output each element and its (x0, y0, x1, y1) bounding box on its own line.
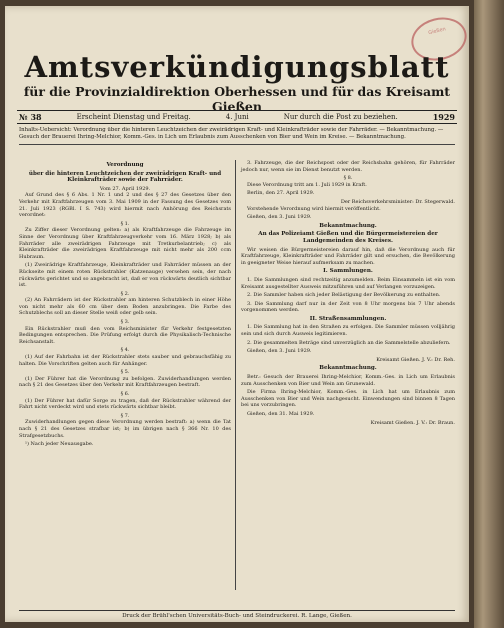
paragraph: Vorstehende Verordnung wird hiermit veröffentlicht. (247, 205, 381, 212)
issue-year: 1929 (432, 112, 455, 122)
paragraph: Ein Rückstrahler muß den vom Reichsminister für Verkehr festgesetzten Bedingungen entsprechen. Die Prüfung erfolgt durch die Physikalisch-Technische Reichsanstalt. (19, 325, 231, 345)
issue-line (17, 110, 457, 124)
paragraph-number: § 8. (343, 175, 353, 182)
paragraph: Berlin, den 27. April 1929. (247, 190, 315, 197)
masthead-subtitle: für die Provinzialdirektion Oberhessen und für das Kreisamt Gießen (23, 84, 451, 114)
signature: Kreisamt Gießen. J. V.: Dr. Reh. (376, 356, 455, 363)
section-heading: Verordnung (106, 162, 144, 168)
section-subheading: II. Straßensammlungen. (309, 315, 387, 322)
paragraph-number: § 3. (120, 319, 130, 326)
book-spine-edge (474, 0, 504, 628)
paragraph-number: § 5. (120, 369, 130, 376)
paragraph: 2. Die gesammelten Beträge sind unverzüglich an die Sammelstelle abzuliefern. (247, 339, 451, 346)
paragraph: 1. Die Sammlungen sind rechtzeitig anzumelden. Beim Einsammeln ist ein vom Kreisamt ausgestellter Ausweis mitzuführen und auf Verlangen vorzuzeigen. (241, 276, 455, 290)
footnote: ¹) Nach jeder Neuausgabe. (25, 441, 94, 448)
paragraph: 3. Fahrzeuge, die der Reichspost oder der Reichsbahn gehören, für Fahrräder jedoch nur, wenn sie im Dienst benutzt werden. (241, 160, 455, 173)
issue-date: 4. Juni (225, 113, 249, 121)
paragraph-number: § 7. (120, 412, 130, 419)
signature: Kreisamt Gießen. J. V.: Dr. Braun. (370, 419, 455, 426)
paragraph: 2. Die Sammler haben sich jeder Belästigung der Bevölkerung zu enthalten. (247, 292, 441, 299)
issue-distribution: Nur durch die Post zu beziehen. (283, 113, 398, 121)
paragraph-number: § 2. (120, 290, 130, 297)
section-heading: Bekanntmachung. (319, 365, 377, 372)
paragraph: Diese Verordnung tritt am 1. Juli 1929 in Kraft. (247, 181, 367, 188)
paragraph: (1) Zweirädrige Kraftfahrzeuge, Kleinkrafträder und Fahrräder müssen an der Rückseite mit einem roten Rückstrahler (Katzenauge) versehen sein, der nach rückwärts gerichtet und so angebracht ist, daß er von rückwärts deutlich sichtbar ist. (19, 262, 231, 289)
paragraph: Wir weisen die Bürgermeistereien darauf hin, daß die Verordnung auch für Kraftfahrzeuge, Kleinkrafträder und Fahrräder gilt und ersuchen, die Bevölkerung in geeigneter Weise hierauf aufmerksam zu machen. (241, 246, 455, 266)
paragraph-number: § 6. (120, 391, 130, 397)
paragraph: (1) Der Führer hat dafür Sorge zu tragen, daß der Rückstrahler während der Fahrt nicht verdeckt wird und stets rückwärts sichtbar bleibt. (19, 397, 231, 411)
paragraph: Gießen, den 3. Juni 1929. (247, 214, 312, 221)
paragraph-number: § 1. (120, 220, 130, 227)
masthead-title: Amtsverkündigungsblatt (24, 50, 450, 84)
paragraph: (1) Auf der Fahrbahn ist der Rückstrahler stets sauber und gebrauchsfähig zu halten. Die Vorschriften gelten auch für Anhänger. (19, 354, 231, 367)
paragraph: 3. Die Sammlung darf nur in der Zeit von 8 Uhr morgens bis 7 Uhr abends vorgenommen werden. (241, 300, 455, 314)
paragraph-number: § 4. (120, 347, 130, 354)
signature: Der Reichsverkehrsminister: Dr. Stegerwald. (340, 198, 455, 205)
paragraph: Gießen, den 3. Juni 1929. (247, 348, 312, 355)
paragraph: (2) An Fahrrädern ist der Rückstrahler am hinteren Schutzblech in einer Höhe von nicht mehr als 60 cm über dem Boden anzubringen. Die Farbe des Schutzblechs soll an dieser Stelle weiß oder gelb sein. (19, 297, 231, 317)
paragraph: (1) Der Führer hat die Verordnung zu befolgen. Zuwiderhandlungen werden nach § 21 des Gesetzes über den Verkehr mit Kraftfahrzeugen bestraft. (19, 375, 231, 389)
left-column (19, 160, 231, 450)
paragraph: Die Firma Ihring-Melchior, Komm.-Ges. in Lich hat um Erlaubnis zum Ausschenken von Bier und Wein nachgesucht. Einwendungen sind binnen 8 Tagen bei uns vorzubringen. (241, 389, 455, 409)
table-of-contents: Inhalts-Uebersicht: Verordnung über die hinteren Leuchtzeichen der zweirädrigen Kraft- und Kleinkrafträder sowie der Fahrräder. — Bekanntmachung. — Gesuch der Brauerei Ihring-Melchior, Komm.-Ges. in Lich um Erlaubnis zum Ausschenken von Bier und Wein im Kreise. — Bekanntmachung. (19, 127, 455, 145)
column-divider (235, 160, 236, 590)
printer-imprint: Druck der Brühl'schen Universitäts-Buch- und Steindruckerei. R. Lange, Gießen. (19, 610, 455, 619)
paragraph: Zu Ziffer dieser Verordnung gelten: a) als Kraftfahrzeuge die Fahrzeuge im Sinne der Verordnung über Kraftfahrzeugverkehr vom 16. März 1928; b) als Fahrräder alle zweirädrigen Fahrzeuge mit Tretkurbelantrieb; c) als Kleinkrafträder die zweirädrigen Kraftfahrzeuge mit nicht mehr als 200 ccm Hubraum. (19, 227, 231, 260)
issue-number: № 38 (19, 112, 42, 122)
section-date: Vom 27. April 1929. (99, 185, 151, 192)
section-subheading: über die hinteren Leuchtzeichen der zweirädrigen Kraft- und Kleinkrafträder sowie der Fahrräder. (28, 170, 222, 184)
paragraph: Betr.: Gesuch der Brauerei Ihring-Melchior, Komm.-Ges. in Lich um Erlaubnis zum Ausschenken von Bier und Wein am Grunewald. (241, 374, 455, 387)
paragraph: 1. Die Sammlung hat in den Straßen zu erfolgen. Die Sammler müssen volljährig sein und sich durch Ausweis legitimieren. (241, 324, 455, 338)
issue-frequency: Erscheint Dienstag und Freitag. (76, 113, 191, 121)
section-subheading: An das Polizeiamt Gießen und die Bürgermeistereien der Landgemeinden des Kreises. (258, 231, 438, 244)
right-column (241, 160, 455, 426)
library-stamp: Gießen (407, 12, 469, 66)
paragraph: Zuwiderhandlungen gegen diese Verordnung werden bestraft: a) wenn die Tat nach § 21 des Gesetzes strafbar ist; b) im übrigen nach § 366 Nr. 10 des Strafgesetzbuchs. (19, 419, 231, 439)
section-subheading: I. Sammlungen. (323, 268, 373, 275)
section-heading: Bekanntmachung. (319, 222, 377, 229)
paragraph: Gießen, den 31. Mai 1929. (247, 411, 315, 417)
paragraph: Auf Grund des § 6 Abs. 1 Nr. 1 und 2 und des § 27 des Gesetzes über den Verkehr mit Kraftfahrzeugen vom 3. Mai 1909 in der Fassung des Gesetzes vom 21. Juli 1923 (RGBl. I S. 743) wird hiermit nach Anhörung des Reichsrats verordnet: (19, 192, 231, 219)
newspaper-page (5, 6, 469, 622)
